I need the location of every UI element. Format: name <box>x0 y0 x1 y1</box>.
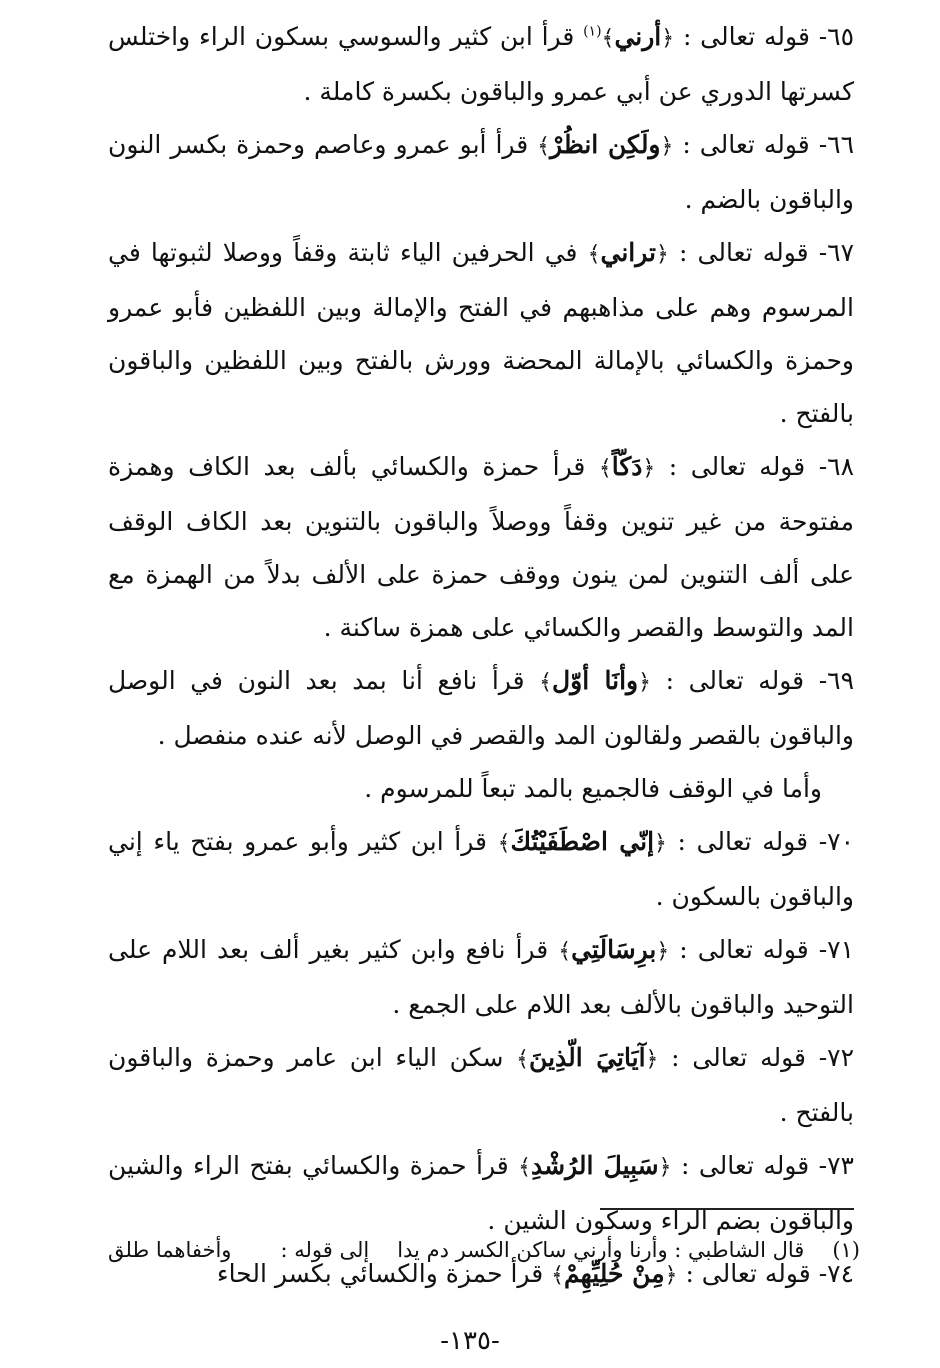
entry-8 <box>108 923 854 1031</box>
ornate-bracket-open-icon: ﴿ <box>642 456 656 481</box>
entry-number: ٦٨- <box>818 452 854 481</box>
ornate-bracket-open-icon: ﴿ <box>654 831 667 856</box>
entry-1 <box>108 10 854 118</box>
ornate-bracket-open-icon: ﴿ <box>656 939 670 964</box>
entry-4 <box>108 440 854 654</box>
entry-lead: قوله تعالى : <box>685 1259 811 1288</box>
entry-6 <box>108 762 854 815</box>
ornate-bracket-open-icon: ﴿ <box>664 1263 678 1288</box>
entry-number: ٦٩- <box>818 666 855 695</box>
quranic-word: وأنَا أوّل <box>552 666 639 695</box>
quranic-word: برِسَالَتِي <box>571 935 657 964</box>
entry-number: ٦٥- <box>818 22 854 51</box>
ornate-bracket-close-icon: ﴾ <box>558 939 572 964</box>
footnote-text: قال الشاطبي : وأرنا وأرني ساكن الكسر دم يدا <box>397 1238 805 1262</box>
quranic-word: إنّي اصْطَفَيْتُكَ <box>510 827 655 856</box>
entry-text: قرأ حمزة والكسائي بألف بعد الكاف وهمزة مفتوحة من غير تنوين وقفاً ووصلاً والباقون بالتنوين بعد الكاف الوقف على ألف التنوين لمن ينون ووقف حمزة على الألف بدلاً من الهمزة مع المد والتوسط والقصر والكسائي على همزة ساكنة . <box>108 452 854 642</box>
quranic-word: آيَاتِيَ الّذِينَ <box>529 1043 646 1072</box>
entry-lead: قوله تعالى : <box>682 130 810 159</box>
entry-lead: قوله تعالى : <box>680 1151 810 1180</box>
quranic-word: دَكّاً <box>611 452 643 481</box>
quranic-word: سَبِيلَ الرُشْدِ <box>531 1151 659 1180</box>
entry-lead: قوله تعالى : <box>682 22 810 51</box>
entry-text: في الحرفين الياء ثابتة وقفاً ووصلا لثبوتها في المرسوم وهم على مذاهبهم في الفتح والإمالة وبين اللفظين فأبو عمرو وحمزة والكسائي بالإمالة المحضة وورش بالفتح وبين اللفظين والباقون بالفتح . <box>108 238 854 428</box>
entry-number: ٧١- <box>818 935 854 964</box>
footnote-marker: (١) <box>832 1238 860 1262</box>
ornate-bracket-close-icon: ﴾ <box>587 242 601 267</box>
entry-lead: قوله تعالى : <box>679 238 809 267</box>
ornate-bracket-open-icon: ﴿ <box>656 242 669 267</box>
entry-text: قرأ حمزة والكسائي بكسر الحاء <box>216 1259 544 1288</box>
ornate-bracket-close-icon: ﴾ <box>516 1047 530 1072</box>
footnote <box>108 1232 860 1268</box>
footnote-main <box>280 1232 860 1268</box>
entry-number: ٧٠- <box>818 827 855 856</box>
entry-text: قرأ ابن كثير والسوسي بسكون الراء واختلس كسرتها الدوري عن أبي عمرو والباقون بكسرة كاملة . <box>108 22 854 106</box>
entry-text: قرأ نافع أنا بمد بعد النون في الوصل والباقون بالقصر ولقالون المد والقصر في الوصل لأنه عنده منفصل . <box>108 666 854 750</box>
entry-lead: قوله تعالى : <box>671 1043 806 1072</box>
entry-lead: قوله تعالى : <box>665 666 805 695</box>
entry-9 <box>108 1031 854 1139</box>
entry-lead: قوله تعالى : <box>679 935 809 964</box>
ornate-bracket-open-icon: ﴿ <box>660 134 674 159</box>
page-body <box>108 10 854 1302</box>
ornate-bracket-open-icon: ﴿ <box>645 1047 659 1072</box>
entry-text: سكن الياء ابن عامر وحمزة والباقون بالفتح . <box>108 1043 854 1127</box>
entry-number: ٧٢- <box>818 1043 855 1072</box>
entry-lead: قوله تعالى : <box>677 827 809 856</box>
footnote-end: وأخفاهما طلق <box>108 1238 232 1262</box>
entry-text: قرأ أبو عمرو وعاصم وحمزة بكسر النون والباقون بالضم . <box>108 130 854 214</box>
ornate-bracket-close-icon: ﴾ <box>601 26 615 51</box>
footnote-divider <box>600 1208 854 1210</box>
entry-number: ٦٧- <box>818 238 855 267</box>
ornate-bracket-close-icon: ﴾ <box>537 134 551 159</box>
quranic-word: ولَكِن انظُرْ <box>550 130 661 159</box>
quranic-word: مِنْ حُلِيِّهِمْ <box>564 1259 665 1288</box>
entry-3 <box>108 226 854 440</box>
entry-text: قرأ نافع وابن كثير بغير ألف بعد اللام على التوحيد والباقون بالألف بعد اللام على الجمع . <box>108 935 854 1019</box>
entry-number: ٧٤- <box>818 1259 854 1288</box>
ornate-bracket-open-icon: ﴿ <box>658 1155 672 1180</box>
entry-number: ٧٣- <box>818 1151 854 1180</box>
ornate-bracket-close-icon: ﴾ <box>497 831 511 856</box>
entry-10 <box>108 1139 854 1247</box>
ornate-bracket-open-icon: ﴿ <box>638 670 651 695</box>
ornate-bracket-close-icon: ﴾ <box>539 670 552 695</box>
ornate-bracket-close-icon: ﴾ <box>518 1155 532 1180</box>
footnote-mid: إلى قوله : <box>280 1238 370 1262</box>
entry-2 <box>108 118 854 226</box>
entry-number: ٦٦- <box>818 130 855 159</box>
ornate-bracket-close-icon: ﴾ <box>551 1263 565 1288</box>
quranic-word: تراني <box>600 238 657 267</box>
ornate-bracket-open-icon: ﴿ <box>661 26 675 51</box>
entry-text: قرأ ابن كثير وأبو عمرو بفتح ياء إني والباقون بالسكون . <box>108 827 854 911</box>
page-number: -١٣٥- <box>440 1326 500 1356</box>
footnote-reference[interactable]: (١) <box>583 23 602 40</box>
quranic-word: أرني <box>614 22 662 51</box>
ornate-bracket-close-icon: ﴾ <box>598 456 612 481</box>
entry-7 <box>108 815 854 923</box>
entry-5 <box>108 654 854 762</box>
entry-lead: قوله تعالى : <box>668 452 806 481</box>
entry-text: قرأ حمزة والكسائي بفتح الراء والشين والباقون بضم الراء وسكون الشين . <box>108 1151 854 1235</box>
entry-text: وأما في الوقف فالجميع بالمد تبعاً للمرسوم . <box>364 774 822 803</box>
